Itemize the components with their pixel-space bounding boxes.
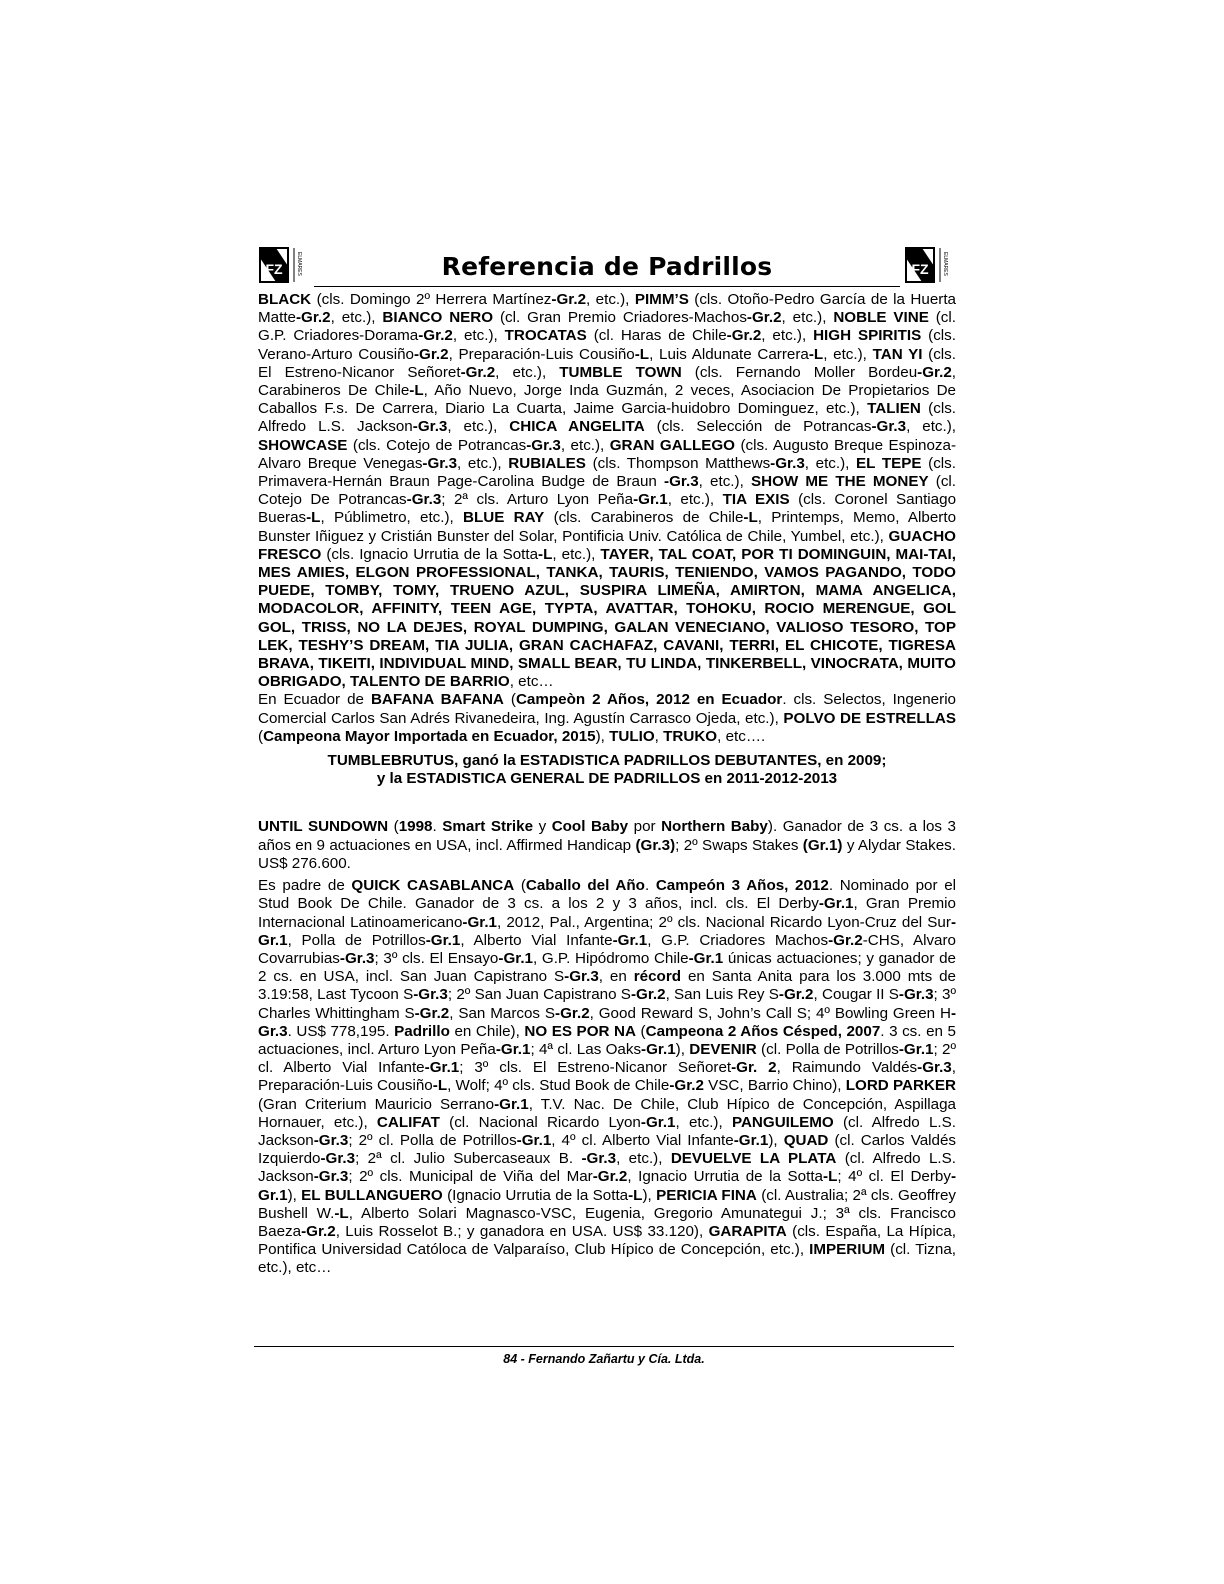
- page-footer: 84 - Fernando Zañartu y Cía. Ltda.: [503, 1352, 705, 1366]
- sire-progeny-paragraph: BLACK (cls. Domingo 2º Herrera Martínez-Gr.2, etc.), PIMM’S (cls. Otoño-Pedro García de la Huerta Matte-Gr.2, etc.), BIANCO NERO (cl. Gran Premio Criadores-Machos-Gr.2, etc.), NOBLE VINE (cl. G.P. Criadores-Dorama-Gr.2, etc.), TROCATAS (cl. Haras de Chile-Gr.2, etc.), HIGH SPIRITIS (cls. Verano-Arturo Cousiño-Gr.2, Preparación-Luis Cousiño-L, Luis Aldunate Carrera-L, etc.), TAN YI (cls. El Estreno-Nicanor Señoret-Gr.2, etc.), TUMBLE TOWN (cls. Fernando Moller Bordeu-Gr.2, Carabineros De Chile-L, Año Nuevo, Jorge Inda Guzmán, 2 veces, Asociacion De Propietarios De Caballos F.s. De Carrera, Diario La Cuarta, Jaime Garcia-huidobro Dominguez, etc.), TALIEN (cls. Alfredo L.S. Jackson-Gr.3, etc.), CHICA ANGELITA (cls. Selección de Potrancas-Gr.3, etc.), SHOWCASE (cls. Cotejo de Potrancas-Gr.3, etc.), GRAN GALLEGO (cls. Augusto Breque Espinoza-Alvaro Breque Venegas-Gr.3, etc.), RUBIALES (cls. Thompson Matthews-Gr.3, etc.), EL TEPE (cls. Primavera-Hernán Braun Page-Carolina Budge de Braun -Gr.3, etc.), SHOW ME THE MONEY (cl. Cotejo De Potrancas-Gr.3; 2ª cls. Arturo Lyon Peña-Gr.1, etc.), TIA EXIS (cls. Coronel Santiago Bueras-L, Públimetro, etc.), BLUE RAY (cls. Carabineros de Chile-L, Printemps, Memo, Alberto Bunster Iñiguez y Cristián Bunster del Solar, Pontificia Univ. Católica de Chile, Yumbel, etc.), GUACHO FRESCO (cls. Ignacio Urrutia de la Sotta-L, etc.), TAYER, TAL COAT, POR TI DOMINGUIN, MAI-TAI, MES AMIES, ELGON PROFESSIONAL, TANKA, TAURIS, TENIENDO, VAMOS PAGANDO, TODO PUEDE, TOMBY, TOMY, TRUENO AZUL, SUSPIRA LIMEÑA, AMIRTON, MAMA ANGELICA, MODACOLOR, AFFINITY, TEEN AGE, TYPTA, AVATTAR, TOHOKU, ROCIO MERENGUE, GOL GOL, TRISS, NO LA DEJES, ROYAL DUMPING, GALAN VENECIANO, VALIOSO TESORO, TOP LEK, TESHY’S DREAM, TIA JULIA, GRAN CACHAFAZ, CAVANI, TERRI, EL CHICOTE, TIGRESA BRAVA, TIKEITI, INDIVIDUAL MIND, SMALL BEAR, TU LINDA, TINKERBELL, VINOCRATA, MUITO OBRIGADO, TALENTO DE BARRIO, etc…: [258, 291, 957, 691]
- page-title: Referencia de Padrillos: [441, 252, 773, 281]
- footer-rule: [254, 1346, 954, 1347]
- fz-logo-right-icon: [904, 244, 956, 286]
- body-text: [258, 291, 956, 746]
- logo-left-letters: FZ: [265, 261, 283, 277]
- logo-right-side-text: ELMARES: [942, 252, 948, 276]
- ecuador-paragraph: En Ecuador de BAFANA BAFANA (Campeòn 2 Años, 2012 en Ecuador. cls. Selectos, Ingenerio Comercial Carlos San Adrés Rivanedeira, Ing. Agustín Carrasco Ojeda, etc.), POLVO DE ESTRELLAS (Campeona Mayor Importada en Ecuador, 2015), TULIO, TRUKO, etc….: [258, 691, 957, 745]
- until-sundown-section: [258, 818, 956, 1277]
- logo-right-letters: FZ: [911, 261, 929, 277]
- quick-casablanca-paragraph: Es padre de QUICK CASABLANCA (Caballo del Año. Campeón 3 Años, 2012. Nominado por el Stud Book De Chile. Ganador de 3 cs. a los 2 y 3 años, incl. cls. El Derby-Gr.1, Gran Premio Internacional Latinoamericano-Gr.1, 2012, Pal., Argentina; 2º cls. Nacional Ricardo Lyon-Cruz del Sur-Gr.1, Polla de Potrillos-Gr.1, Alberto Vial Infante-Gr.1, G.P. Criadores Machos-Gr.2-CHS, Alvaro Covarrubias-Gr.3; 3º cls. El Ensayo-Gr.1, G.P. Hipódromo Chile-Gr.1 únicas actuaciones; y ganador de 2 cs. en USA, incl. San Juan Capistrano S-Gr.3, en récord en Santa Anita para los 3.000 mts de 3.19:58, Last Tycoon S-Gr.3; 2º San Juan Capistrano S-Gr.2, San Luis Rey S-Gr.2, Cougar II S-Gr.3; 3º Charles Whittingham S-Gr.2, San Marcos S-Gr.2, Good Reward S, John’s Call S; 4º Bowling Green H-Gr.3. US$ 778,195. Padrillo en Chile), NO ES POR NA (Campeona 2 Años Césped, 2007. 3 cs. en 5 actuaciones, incl. Arturo Lyon Peña-Gr.1; 4ª cl. Las Oaks-Gr.1), DEVENIR (cl. Polla de Potrillos-Gr.1; 2º cl. Alberto Vial Infante-Gr.1; 3º cls. El Estreno-Nicanor Señoret-Gr. 2, Raimundo Valdés-Gr.3, Preparación-Luis Cousiño-L, Wolf; 4º cls. Stud Book de Chile-Gr.2 VSC, Barrio Chino), LORD PARKER (Gran Criterium Mauricio Serrano-Gr.1, T.V. Nac. De Chile, Club Hípico de Concepción, Aspillaga Hornauer, etc.), CALIFAT (cl. Nacional Ricardo Lyon-Gr.1, etc.), PANGUILEMO (cl. Alfredo L.S. Jackson-Gr.3; 2º cl. Polla de Potrillos-Gr.1, 4º cl. Alberto Vial Infante-Gr.1), QUAD (cl. Carlos Valdés Izquierdo-Gr.3; 2ª cl. Julio Subercaseaux B. -Gr.3, etc.), DEVUELVE LA PLATA (cl. Alfredo L.S. Jackson-Gr.3; 2º cls. Municipal de Viña del Mar-Gr.2, Ignacio Urrutia de la Sotta-L; 4º cl. El Derby-Gr.1), EL BULLANGUERO (Ignacio Urrutia de la Sotta-L), PERICIA FINA (cl. Australia; 2ª cls. Geoffrey Bushell W.-L, Alberto Solari Magnasco-VSC, Eugenia, Gregorio Amunategui J.; 3ª cls. Francisco Baeza-Gr.2, Luis Rosselot B.; y ganadora en USA. US$ 33.120), GARAPITA (cls. España, La Hípica, Pontifica Universidad Católoca de Valparaíso, Club Hípico de Concepción, etc.), IMPERIUM (cl. Tizna, etc.), etc…: [258, 877, 957, 1277]
- statistics-line-1: TUMBLEBRUTUS, ganó la ESTADISTICA PADRILLOS DEBUTANTES, en 2009;: [327, 752, 887, 770]
- document-page: [258, 240, 956, 1278]
- until-sundown-paragraph: UNTIL SUNDOWN (1998. Smart Strike y Cool Baby por Northern Baby). Ganador de 3 cs. a los 3 años en 9 actuaciones en USA, incl. Affirmed Handicap (Gr.3); 2º Swaps Stakes (Gr.1) y Alydar Stakes. US$ 276.600.: [258, 818, 956, 872]
- page-header: [258, 240, 956, 290]
- logo-left-side-text: ELMARES: [296, 252, 302, 276]
- statistics-note: [258, 752, 956, 788]
- title-rule: [314, 248, 900, 287]
- fz-logo-left-icon: [258, 244, 310, 286]
- statistics-line-2: y la ESTADISTICA GENERAL DE PADRILLOS en 2011-2012-2013: [376, 770, 838, 788]
